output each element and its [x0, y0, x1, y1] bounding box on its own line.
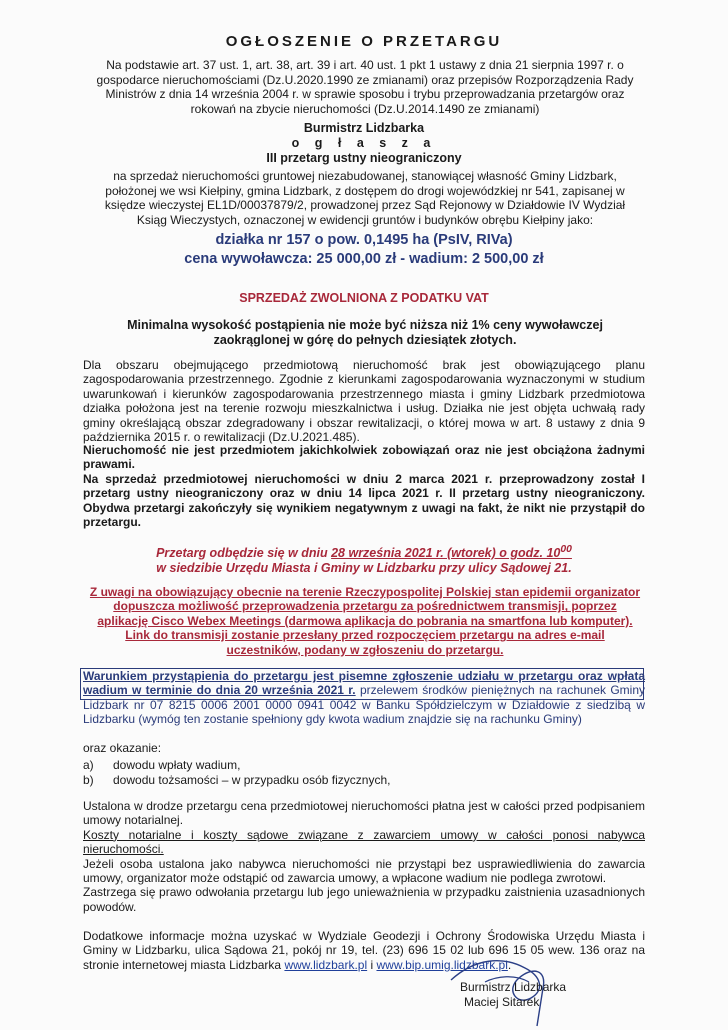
conditions-lead: Warunkiem przystąpienia do przetargu jest pisemne zgłoszenie udziału w przetargu oraz wpłata wadium w terminie do dnia 20 września 2021 r.: [83, 669, 645, 698]
notary-costs-statement: Koszty notarialne i koszty sądowe związane z zawarciem umowy w całości ponosi nabywca nieruchomości.: [83, 827, 645, 857]
list-item: [83, 758, 390, 773]
zoning-paragraph: Dla obszaru obejmującego przedmiotową nieruchomość brak jest obowiązującego planu zagospodarowania przestrzennego. Zgodnie z kierunkami zagospodarowania wyznaczonymi w studium uwarunkowań i kierunków zagospodarowania przestrzennego miasta i gminy Lidzbark przedmiotowa działka położona jest na terenie rozwoju mieszkalnictwa i usług. Działka nie jest objęta uchwałą rady gminy określającą obszar zdegradowany i obszar rewitalizacji, o której mowa w art. 8 ustawy z dnia 9 października 2015 r. o rewitalizacji (Dz.U.2021.485).: [83, 358, 645, 445]
list-item: [83, 773, 390, 788]
plot-info: działka nr 157 o pow. 0,1495 ha (PsIV, RIVa): [215, 232, 513, 248]
notice-title: OGŁOSZENIE O PRZETARGU: [225, 33, 503, 50]
required-documents-list: [83, 758, 390, 788]
encumbrance-statement: Nieruchomość nie jest przedmiotem jakichkolwiek zobowiązań oraz nie jest obciążona żadnymi prawami.: [83, 443, 645, 472]
link-end: .: [507, 957, 512, 972]
price-and-deposit: cena wywoławcza: 25 000,00 zł - wadium: 2 500,00 zł: [184, 251, 544, 267]
minimum-bid-note: Minimalna wysokość postąpienia nie może być niższa niż 1% ceny wywoławczej zaokrąglonej w górę do pełnych dziesiątek złotych.: [127, 318, 603, 347]
tender-location: w siedzibie Urzędu Miasta i Gminy w Lidzbarku przy ulicy Sądowej 21.: [156, 561, 572, 576]
participation-conditions: [83, 669, 645, 727]
tender-type-heading: III przetarg ustny nieograniczony: [266, 151, 462, 165]
tender-date-block: [83, 542, 645, 576]
bip-link[interactable]: www.bip.umig.lidzbark.pl: [376, 957, 508, 972]
announces-heading: o g ł a s z a: [291, 136, 437, 150]
contact-info-text: Dodatkowe informacje można uzyskać w Wydziale Geodezji i Ochrony Środowiska Urzędu Miasta i Gminy w Lidzbarku, ulica Sądowa 21, pokój nr 19, tel. (23) 696 15 02 lub 696 15 05 wew. 136 oraz na stronie internetowej miasta Lidzbarka: [83, 929, 645, 972]
list-item-label: b): [83, 773, 94, 787]
tender-date-minutes: 00: [560, 544, 572, 555]
property-description: na sprzedaż nieruchomości gruntowej niezabudowanej, stanowiącej własność Gminy Lidzbark, położonej we wsi Kiełpiny, gmina Lidzbark, z dostępem do drogi wojewódzkiej nr 541, zapisanej w księdze wieczystej EL1D/00037879/2, prowadzonej przez Sąd Rejonowy w Działdowie IV Wydział Ksiąg Wieczystych, oznaczonej w ewidencji gruntów i budynków obrębu Kiełpiny jako:: [104, 169, 626, 227]
website-link[interactable]: www.lidzbark.pl: [284, 957, 368, 972]
previous-tenders-statement: Na sprzedaż przedmiotowej nieruchomości w dniu 2 marca 2021 r. przeprowadzony został I przetarg ustny nieograniczony oraz w dniu 14 lipca 2021 r. II przetarg ustny nieograniczony. Obydwa przetargi zakończyły się wynikiem negatywnym z uwagi na fakt, że nikt nie przystąpił do przetargu.: [83, 471, 645, 530]
link-joiner: i: [367, 957, 377, 972]
status-paragraphs: [83, 443, 645, 529]
settlement-paragraphs: [83, 799, 645, 914]
list-item-text: dowodu wpłaty wadium,: [113, 758, 241, 772]
tender-date-line: [83, 542, 645, 561]
conditions-details: przelewem środków pieniężnych na rachunek Gminy Lidzbark nr 07 8215 0006 2001 0000 0941 0042 w Banku Spółdzielczym w Działdowie z siedzibą w Lidzbarku (wymóg ten zostanie spełniony gdy kwota wadium znajdzie się na rachunku Gminy): [83, 683, 646, 727]
vat-exemption-note: SPRZEDAŻ ZWOLNIONA Z PODATKU VAT: [239, 291, 489, 305]
legal-basis-paragraph: Na podstawie art. 37 ust. 1, art. 38, art. 39 i art. 40 ust. 1 pkt 1 ustawy z dnia 21 sierpnia 1997 r. o gospodarce nieruchomościami (Dz.U.2020.1990 ze zmianami) oraz przepisów Rozporządzenia Rady Ministrów z dnia 14 września 2004 r. w sprawie sposobu i trybu przeprowadzania przetargów oraz rokowań na zbycie nieruchomości (Dz.U.2014.1490 ze zmianami): [96, 58, 634, 116]
tender-date-text: 28 września 2021 r. (wtorek) o godz. 10: [331, 546, 561, 561]
tender-date-prefix: Przetarg odbędzie się w dniu: [156, 546, 332, 561]
list-item-label: a): [83, 758, 94, 772]
payment-statement: Ustalona w drodze przetargu cena przedmiotowej nieruchomości płatna jest w całości przed podpisaniem umowy notarialnej.: [83, 799, 645, 828]
presentation-intro: oraz okazanie:: [83, 741, 162, 755]
signatory-name: Maciej Sitarek: [464, 995, 540, 1009]
signatory-role: Burmistrz Lidzbarka: [460, 980, 567, 994]
remote-transmission-note: Z uwagi na obowiązujący obecnie na terenie Rzeczypospolitej Polskiej stan epidemii organizator dopuszcza możliwość przeprowadzenia przetargu za pośrednictwem transmisji, poprzez aplikację Cisco Webex Meetings (darmowa aplikacja do pobrania na smartfona lub komputer). Link do transmisji zostanie przesłany przed rozpoczęciem przetargu na adres e-mail uczestników, podany w zgłoszeniu do przetargu.: [89, 585, 641, 657]
cancellation-statement: Zastrzega się prawo odwołania przetargu lub jego unieważnienia w przypadku zaistnienia uzasadnionych powodów.: [83, 885, 645, 914]
mayor-heading: Burmistrz Lidzbarka: [303, 121, 425, 135]
list-item-text: dowodu tożsamości – w przypadku osób fizycznych,: [113, 773, 391, 787]
tender-date-value: [331, 546, 572, 560]
no-show-statement: Jeżeli osoba ustalona jako nabywca nieruchomości nie przystąpi bez usprawiedliwienia do zawarcia umowy, organizator może odstąpić od zawarcia umowy, a wpłacone wadium nie podlega zwrotowi.: [83, 856, 645, 886]
